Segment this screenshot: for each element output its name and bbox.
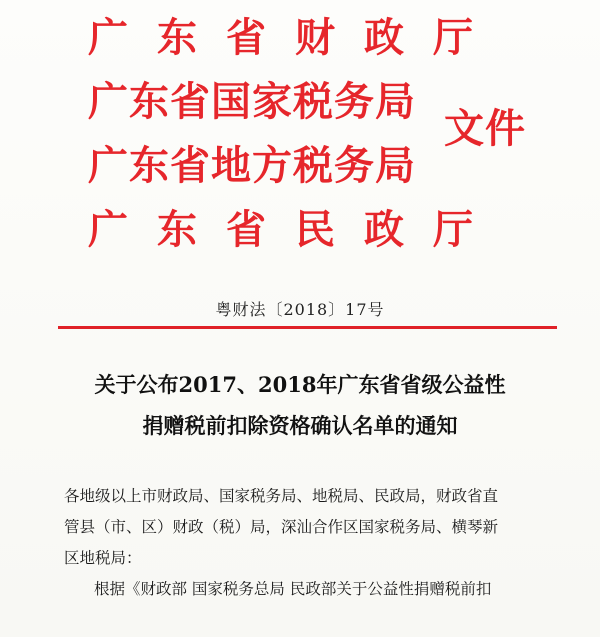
red-divider <box>58 326 557 329</box>
body-line: 根据《财政部 国家税务总局 民政部关于公益性捐赠税前扣 <box>94 580 492 598</box>
body-line: 管县（市、区）财政（税）局，深汕合作区国家税务局、横琴新 <box>64 518 499 536</box>
document-title <box>0 364 600 446</box>
issuer-state-tax-bureau: 广东省国家税务局 <box>88 78 416 125</box>
document-body <box>64 481 554 605</box>
issuer-local-tax-bureau: 广东省地方税务局 <box>88 142 416 189</box>
document-suffix: 文件 <box>444 105 526 152</box>
issuer-finance-department: 广东省财政厅 <box>88 14 502 61</box>
document-number: 粤财法〔2018〕17号 <box>215 300 385 319</box>
body-line: 区地税局： <box>64 549 142 567</box>
title-line: 捐赠税前扣除资格确认名单的通知 <box>142 413 458 438</box>
body-line: 各地级以上市财政局、国家税务局、地税局、民政局，财政省直 <box>64 487 499 505</box>
title-line: 关于公布2017、2018年广东省省级公益性 <box>94 372 506 397</box>
issuer-civil-affairs-department: 广东省民政厅 <box>88 206 502 253</box>
